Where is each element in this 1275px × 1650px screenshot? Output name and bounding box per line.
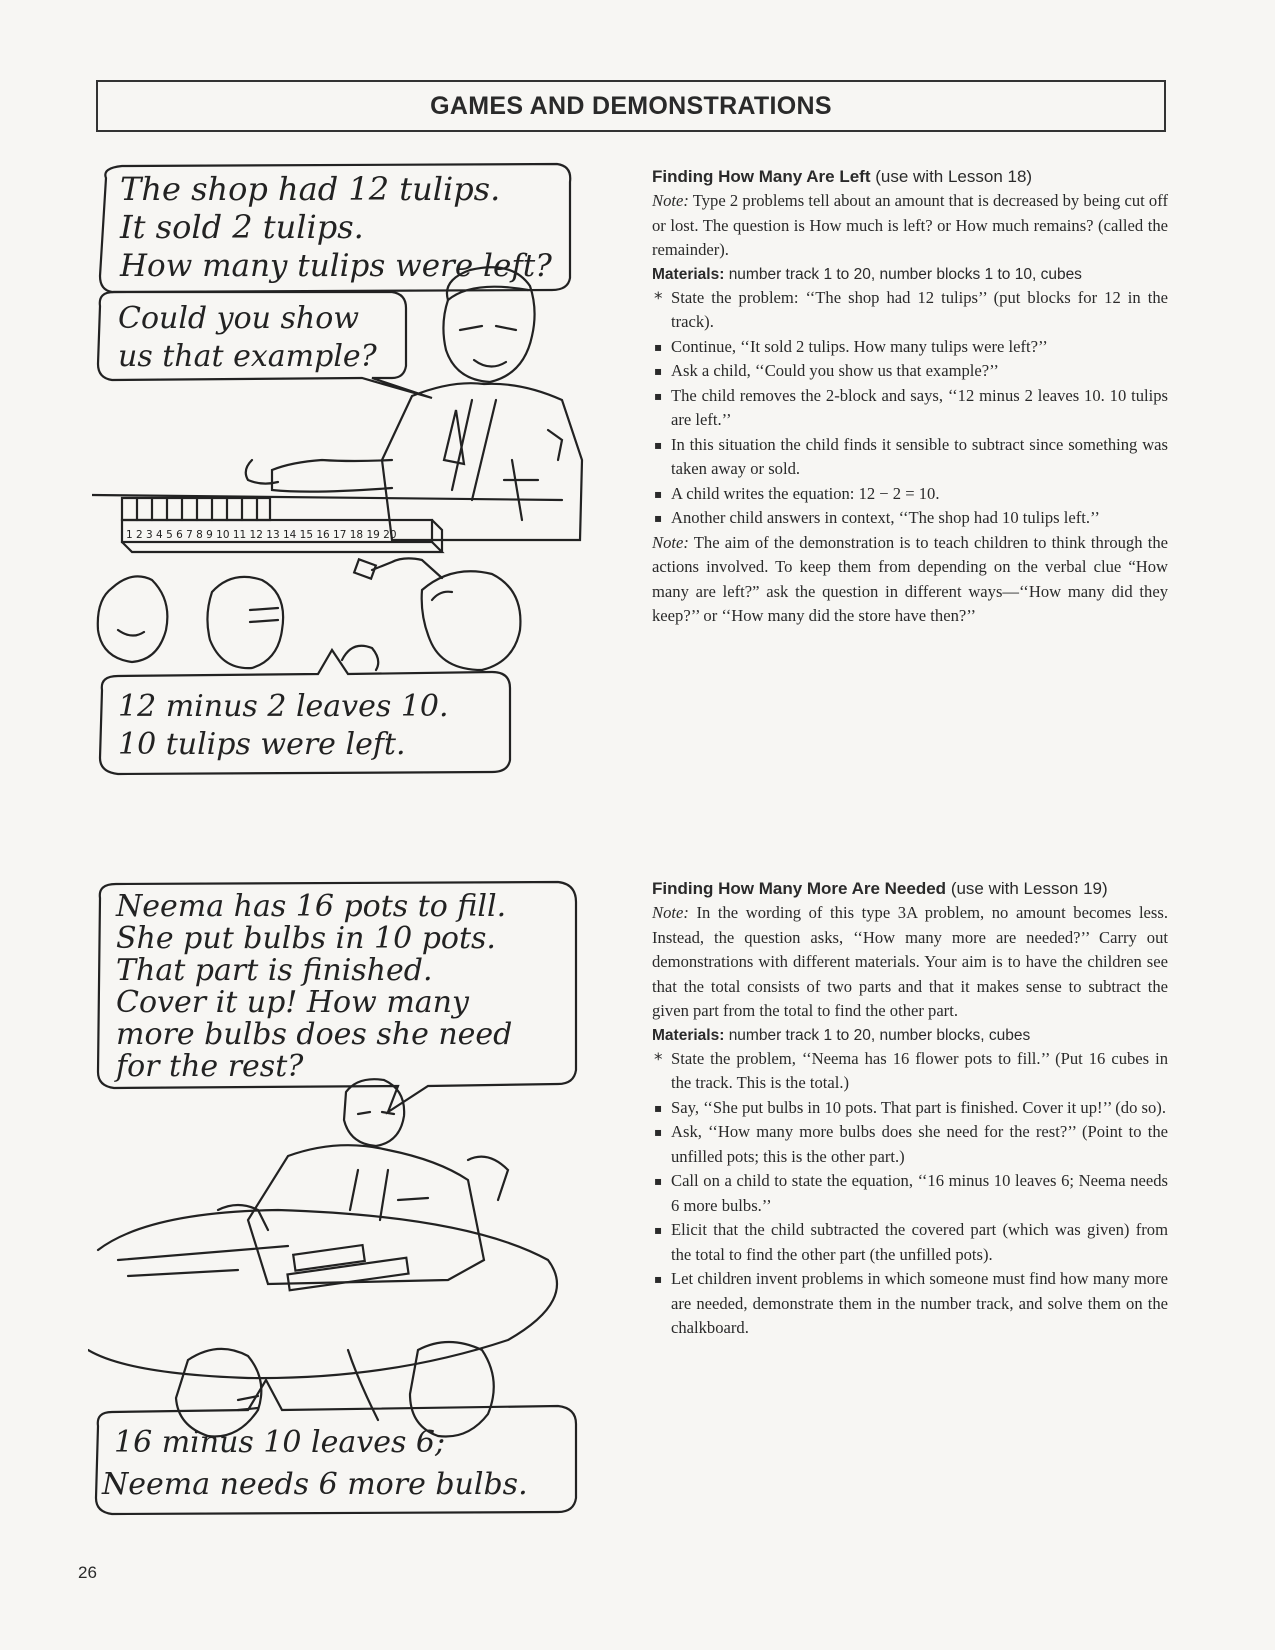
section2-steps (652, 1047, 1168, 1341)
star-bullet-icon: * (654, 1049, 663, 1070)
step-text: In this situation the child finds it sensible to subtract since something was taken away or sold. (671, 434, 1168, 478)
section2-note-label: Note: (652, 903, 689, 922)
step-text: Let children invent problems in which someone must find how many more are needed, demonstrate them in the number track, and solve them on the chalkboard. (671, 1269, 1168, 1337)
step-text: State the problem: ‘‘The shop had 12 tulips’’ (put blocks for 12 in the track). (671, 287, 1168, 331)
step-text: The child removes the 2-block and says, ‘‘12 minus 2 leaves 10. 10 tulips are left.’’ (671, 385, 1168, 429)
section1-title: Finding How Many Are Left (652, 167, 871, 186)
section1-note2-text: The aim of the demonstration is to teach children to think through the actions involved. To keep them from depending on the verbal clue “How many are left?” ask the question in different ways—‘‘How many did they keep?’’ or ‘‘How many did the store have then?’’ (652, 532, 1168, 625)
bubble1-line1: The shop had 12 tulips. (120, 170, 501, 208)
square-bullet-icon: ▪ (654, 388, 663, 403)
section2-title-suffix: (use with Lesson 19) (950, 879, 1108, 898)
section1-materials (652, 263, 1168, 286)
section1-note-label: Note: (652, 191, 689, 210)
section2-title: Finding How Many More Are Needed (652, 879, 947, 898)
page-header (96, 80, 1166, 132)
bubble4-line3: That part is finished. (116, 953, 433, 988)
bubble4-line1: Neema has 16 pots to fill. (116, 889, 507, 924)
step-text: Ask a child, ‘‘Could you show us that example?’’ (671, 361, 999, 380)
step-text: Say, ‘‘She put bulbs in 10 pots. That part is finished. Cover it up!’’ (do so). (671, 1097, 1166, 1117)
bubble5-line1: 16 minus 10 leaves 6; (114, 1425, 446, 1460)
step-text: A child writes the equation: 12 − 2 = 10. (671, 483, 940, 503)
list-item (652, 1047, 1168, 1096)
section1-note2 (652, 531, 1168, 629)
step-text: Another child answers in context, ‘‘The shop had 10 tulips left.’’ (671, 508, 1100, 527)
step-text: Call on a child to state the equation, ‘‘16 minus 10 leaves 6; Neema needs 6 more bulbs.’’ (671, 1171, 1168, 1215)
page-number: 26 (78, 1563, 97, 1582)
bubble4-line4: Cover it up! How many (116, 985, 469, 1020)
bubble1-line3: How many tulips were left? (120, 248, 552, 284)
bubble1-line2: It sold 2 tulips. (120, 208, 364, 246)
section1-heading (652, 165, 1168, 189)
bubble2-line2: us that example? (118, 339, 377, 374)
square-bullet-icon: ▪ (654, 1100, 663, 1115)
square-bullet-icon: ▪ (654, 339, 663, 354)
bubble4-line5: more bulbs does she need (116, 1017, 513, 1052)
step-text: State the problem, ‘‘Neema has 16 flower pots to fill.’’ (Put 16 cubes in the track. This is the total.) (671, 1048, 1168, 1092)
square-bullet-icon: ▪ (654, 1223, 663, 1237)
number-track (122, 498, 442, 552)
list-item (652, 1218, 1168, 1267)
section1-steps (652, 286, 1168, 531)
square-bullet-icon: ▪ (654, 1125, 663, 1139)
list-item (652, 359, 1168, 384)
section1-title-suffix: (use with Lesson 18) (875, 167, 1033, 186)
square-bullet-icon: ▪ (654, 511, 663, 525)
illustration-tulips (92, 160, 592, 790)
section-how-many-more (652, 877, 1168, 1341)
list-item (652, 335, 1168, 360)
bubble2-line1: Could you show (118, 301, 359, 336)
star-bullet-icon: * (654, 288, 663, 309)
children-figures (176, 1342, 494, 1437)
list-item (652, 1096, 1168, 1121)
list-item (652, 384, 1168, 433)
section2-materials-label: Materials: (652, 1026, 725, 1044)
bubble3-line1: 12 minus 2 leaves 10. (118, 689, 449, 724)
list-item (652, 433, 1168, 482)
bubble4-line2: She put bulbs in 10 pots. (116, 921, 496, 956)
square-bullet-icon: ▪ (654, 437, 663, 452)
bubble5-line2: Neema needs 6 more bulbs. (102, 1467, 528, 1502)
list-item (652, 482, 1168, 507)
section2-note-text: In the wording of this type 3A problem, no amount becomes less. Instead, the question asks, ‘‘How many more are needed?’’ Carry out demonstrations with different materials. Your aim is to have the children see that the total consists of two parts and that it makes sense to subtract the given part from the total to find the other part. (652, 903, 1168, 1020)
section1-materials-label: Materials: (652, 265, 725, 283)
children-figures (98, 558, 521, 670)
illustration-bulbs (88, 880, 608, 1520)
square-bullet-icon: ▪ (654, 1174, 663, 1188)
bubble3-line2: 10 tulips were left. (118, 727, 406, 762)
section1-materials-text: number track 1 to 20, number blocks 1 to 10, cubes (728, 265, 1082, 283)
section-how-many-left (652, 165, 1168, 629)
section1-note (652, 189, 1168, 263)
table-with-track (88, 1210, 557, 1378)
list-item (652, 1169, 1168, 1218)
list-item (652, 1267, 1168, 1341)
list-item (652, 1120, 1168, 1169)
square-bullet-icon: ▪ (654, 1272, 663, 1286)
section2-materials-text: number track 1 to 20, number blocks, cubes (728, 1026, 1031, 1044)
section2-materials (652, 1024, 1168, 1047)
step-text: Elicit that the child subtracted the covered part (which was given) from the total to find the other part (the unfilled pots). (671, 1220, 1168, 1264)
section1-note2-label: Note: (652, 532, 689, 552)
square-bullet-icon: ▪ (654, 486, 663, 501)
section2-note (652, 901, 1168, 1024)
bubble4-line6: for the rest? (116, 1049, 304, 1084)
list-item (652, 506, 1168, 531)
track-numbers: 1 2 3 4 5 6 7 8 9 10 11 12 13 14 15 16 17 18 19 20 (126, 529, 397, 541)
section1-note-text: Type 2 problems tell about an amount that is decreased by being cut off or lost. The question is How much is left? or How much remains? (called the remainder). (652, 191, 1168, 259)
page-title: GAMES AND DEMONSTRATIONS (430, 91, 832, 120)
step-text: Continue, ‘‘It sold 2 tulips. How many tulips were left?’’ (671, 336, 1048, 356)
square-bullet-icon: ▪ (654, 364, 663, 378)
step-text: Ask, ‘‘How many more bulbs does she need for the rest?’’ (Point to the unfilled pots; this is the other part.) (671, 1122, 1168, 1166)
list-item (652, 286, 1168, 335)
section2-heading (652, 877, 1168, 901)
